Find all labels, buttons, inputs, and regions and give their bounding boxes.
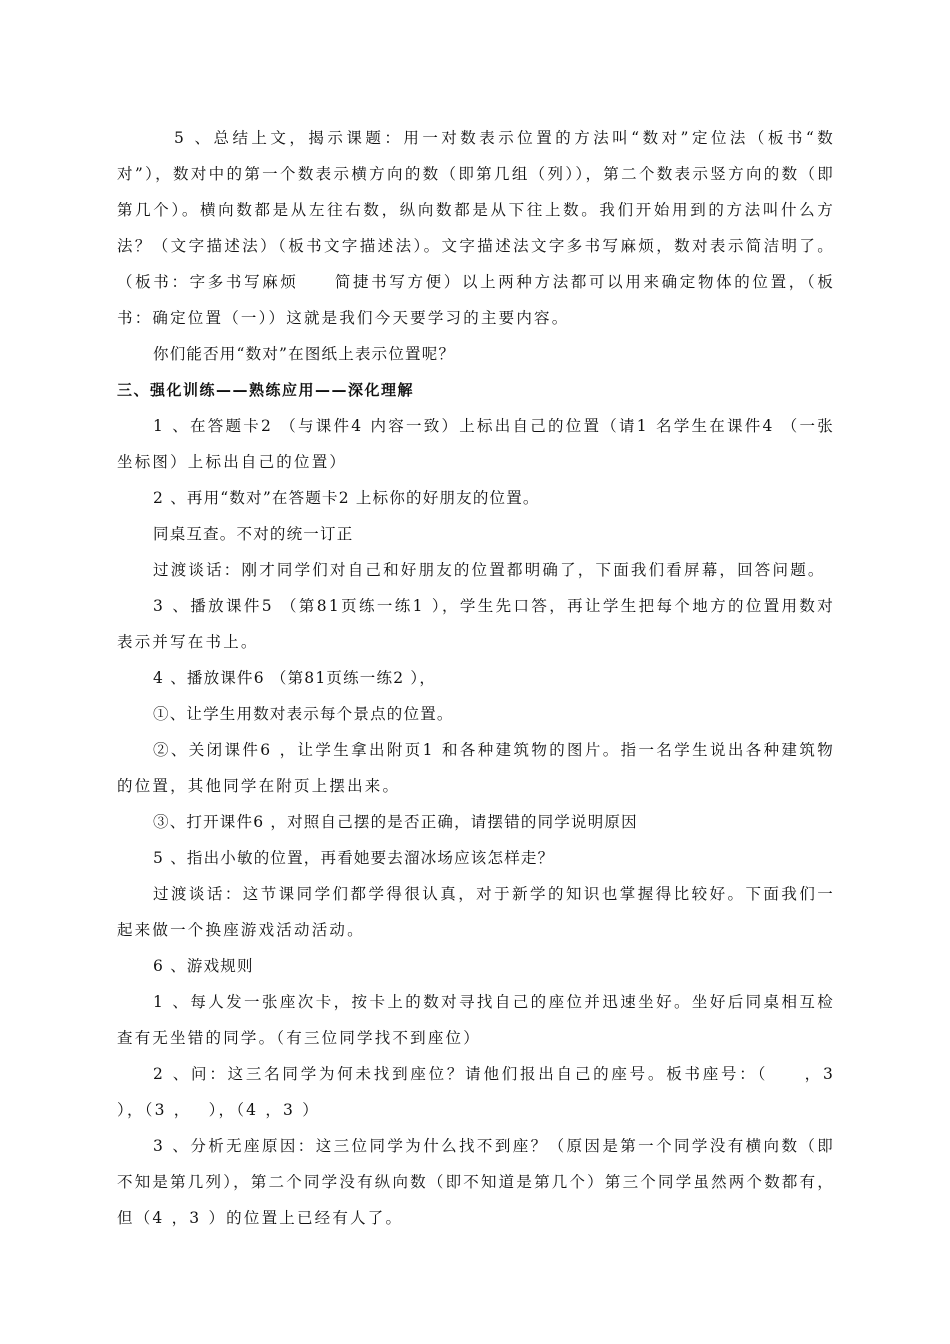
paragraph-substep-2: ②、关闭课件6 ，让学生拿出附页1 和各种建筑物的图片。指一名学生说出各种建筑物的位置，其他同学在附页上摆出来。 bbox=[117, 741, 835, 795]
section-heading: 三、强化训练——熟练应用——深化理解 bbox=[117, 381, 415, 399]
paragraph-rule-2: 2 、问：这三名同学为何未找到座位？请他们报出自己的座号。板书座号：（ ，3 ），（3 ， ），（4 ，3 ） bbox=[117, 1065, 843, 1119]
paragraph-transition-1: 过渡谈话：刚才同学们对自己和好朋友的位置都明确了，下面我们看屏幕，回答问题。 bbox=[153, 561, 826, 579]
paragraph-rule-1: 1 、每人发一张座次卡，按卡上的数对寻找自己的座位并迅速坐好。坐好后同桌相互检查有无坐错的同学。（有三位同学找不到座位） bbox=[117, 993, 835, 1047]
document-body bbox=[117, 120, 843, 1236]
paragraph-transition-2: 过渡谈话：这节课同学们都学得很认真，对于新学的知识也掌握得比较好。下面我们一起来做一个换座游戏活动活动。 bbox=[117, 885, 835, 939]
paragraph-step-3: 3 、播放课件5 （第81页练一练1 ），学生先口答，再让学生把每个地方的位置用数对表示并写在书上。 bbox=[117, 597, 835, 651]
paragraph-substep-3: ③、打开课件6 ，对照自己摆的是否正确，请摆错的同学说明原因 bbox=[153, 813, 638, 831]
paragraph-question: 你们能否用“数对”在图纸上表示位置呢？ bbox=[153, 345, 456, 363]
paragraph-step-1: 1 、在答题卡2 （与课件4 内容一致）上标出自己的位置（请1 名学生在课件4 （一张坐标图）上标出自己的位置） bbox=[117, 417, 835, 471]
paragraph-step-4: 4 、播放课件6 （第81页练一练2 ）， bbox=[153, 669, 437, 687]
paragraph-substep-1: ①、让学生用数对表示每个景点的位置。 bbox=[153, 705, 454, 723]
paragraph-peer-check: 同桌互查。不对的统一订正 bbox=[153, 525, 354, 543]
paragraph-rule-3: 3 、分析无座原因：这三位同学为什么找不到座？（原因是第一个同学没有横向数（即不知是第几列），第二个同学没有纵向数（即不知道是第几个）第三个同学虽然两个数都有，但（4 ，3 ）的位置上已经有人了。 bbox=[117, 1137, 835, 1227]
paragraph-game-rules: 6 、游戏规则 bbox=[153, 957, 254, 975]
paragraph-summary: 5 、总结上文，揭示课题：用一对数表示位置的方法叫“数对”定位法（板书“数对”），数对中的第一个数表示横方向的数（即第几组（列）），第二个数表示竖方向的数（即第几个）。横向数都是从左往右数，纵向数都是从下往上数。我们开始用到的方法叫什么方法？（文字描述法）（板书文字描述法）。文字描述法文字多书写麻烦，数对表示简洁明了。（板书：字多书写麻烦 简捷书写方便）以上两种方法都可以用来确定物体的位置，（板书：确定位置（一））这就是我们今天要学习的主要内容。 bbox=[117, 129, 835, 327]
paragraph-step-5: 5 、指出小敏的位置，再看她要去溜冰场应该怎样走？ bbox=[153, 849, 555, 867]
paragraph-step-2: 2 、再用“数对”在答题卡2 上标你的好朋友的位置。 bbox=[153, 489, 540, 507]
